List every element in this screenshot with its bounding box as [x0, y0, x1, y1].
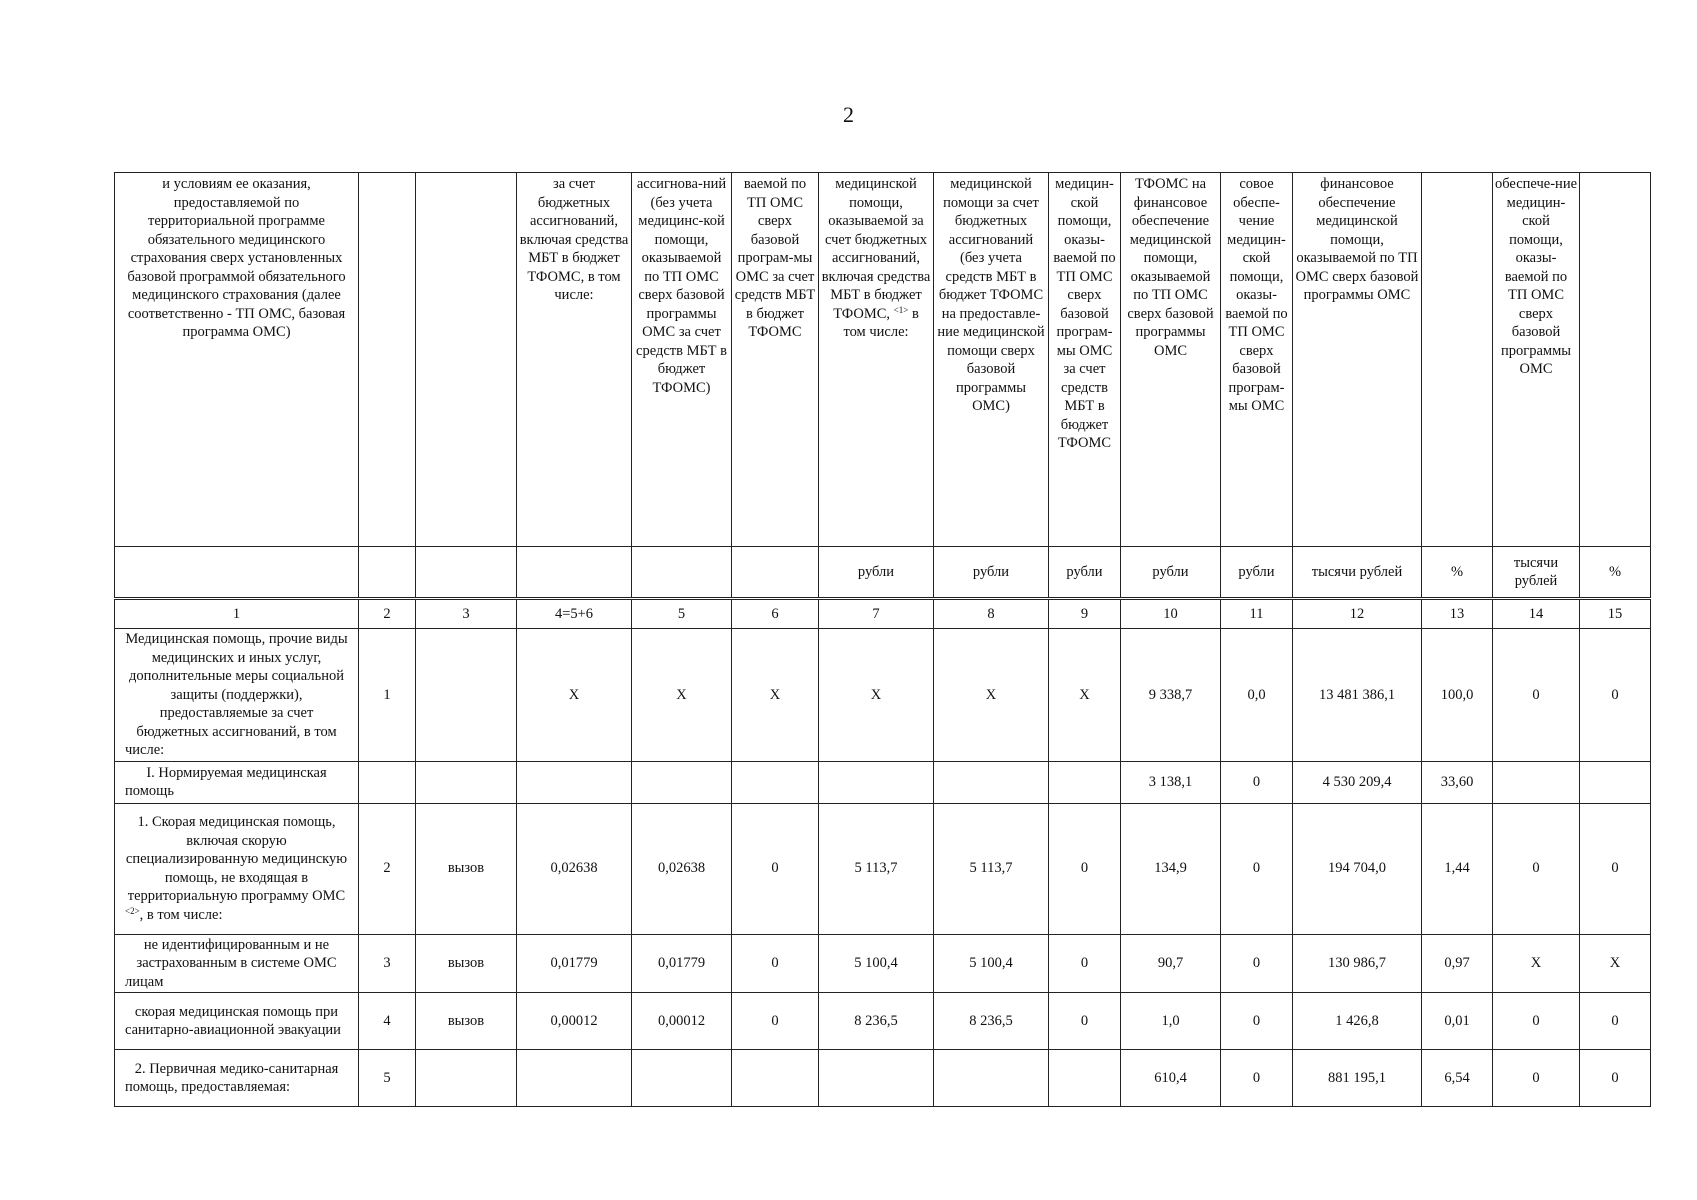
row-cell [1580, 761, 1651, 803]
row-cell: 0 [1493, 993, 1580, 1050]
row-cell: 130 986,7 [1293, 934, 1422, 993]
row-cell [517, 761, 632, 803]
header-row [115, 173, 1651, 547]
row-cell: вызов [416, 993, 517, 1050]
row-cell: X [934, 629, 1049, 762]
row-cell: 8 236,5 [934, 993, 1049, 1050]
row-cell [1493, 761, 1580, 803]
unit-cell [732, 547, 819, 599]
column-number: 9 [1049, 599, 1121, 629]
column-number: 6 [732, 599, 819, 629]
header-cell: ваемой по ТП ОМС сверх базовой програм-мы ОМС за счет средств МБТ в бюджет ТФОМС [732, 173, 819, 547]
header-cell: медицинской помощи за счет бюджетных ассигнований (без учета средств МБТ в бюджет ТФОМС на предоставле-ние медицинской помощи сверх базовой программы ОМС) [934, 173, 1049, 547]
row-cell: 3 [359, 934, 416, 993]
row-cell: 0 [732, 934, 819, 993]
header-cell [1422, 173, 1493, 547]
row-cell: 3 138,1 [1121, 761, 1221, 803]
column-number: 2 [359, 599, 416, 629]
row-cell: 100,0 [1422, 629, 1493, 762]
row-cell: 0 [1493, 629, 1580, 762]
header-cell [1580, 173, 1651, 547]
header-cell: ТФОМС на финансовое обеспечение медицинской помощи, оказываемой по ТП ОМС сверх базовой программы ОМС [1121, 173, 1221, 547]
table-row [115, 761, 1651, 803]
row-cell: 881 195,1 [1293, 1050, 1422, 1107]
row-cell: 1 [359, 629, 416, 762]
row-name-text: 1. Скорая медицинская помощь, включая скорую специализированную медицинскую помощь, не входящая в территориальную программу ОМС [125, 814, 348, 904]
row-cell: 0 [1221, 803, 1293, 934]
column-number: 12 [1293, 599, 1422, 629]
row-name-tail: , в том числе: [139, 906, 223, 923]
row-cell: 1 426,8 [1293, 993, 1422, 1050]
row-cell: 0,02638 [632, 803, 732, 934]
row-cell: 5 100,4 [819, 934, 934, 993]
table-row [115, 934, 1651, 993]
row-cell [1049, 1050, 1121, 1107]
row-cell: 0 [1221, 761, 1293, 803]
row-cell: 4 530 209,4 [1293, 761, 1422, 803]
row-cell [416, 761, 517, 803]
row-cell: 0 [1493, 803, 1580, 934]
row-cell: 194 704,0 [1293, 803, 1422, 934]
column-number: 13 [1422, 599, 1493, 629]
column-number: 3 [416, 599, 517, 629]
unit-cell: % [1422, 547, 1493, 599]
row-name: Медицинская помощь, прочие виды медицинских и иных услуг, дополнительные меры социальной защиты (поддержки), предоставляемые за счет бюджетных ассигнований, в том числе: [115, 629, 359, 762]
row-cell: вызов [416, 934, 517, 993]
unit-cell: рубли [934, 547, 1049, 599]
row-cell: X [1580, 934, 1651, 993]
row-name: скорая медицинская помощь при санитарно-авиационной эвакуации [115, 993, 359, 1050]
table-row [115, 803, 1651, 934]
row-cell: 134,9 [1121, 803, 1221, 934]
column-number: 7 [819, 599, 934, 629]
row-cell [732, 1050, 819, 1107]
row-cell: 0 [1580, 993, 1651, 1050]
page-number: 2 [843, 102, 854, 127]
column-number: 8 [934, 599, 1049, 629]
row-cell: 1,0 [1121, 993, 1221, 1050]
row-cell: X [632, 629, 732, 762]
header-cell: ассигнова-ний (без учета медицинс-кой помощи, оказываемой по ТП ОМС сверх базовой программы ОМС за счет средств МБТ в бюджет ТФОМС) [632, 173, 732, 547]
unit-cell [632, 547, 732, 599]
row-cell: 0,01779 [632, 934, 732, 993]
row-name: I. Нормируемая медицинская помощь [115, 761, 359, 803]
row-name: не идентифицированным и не застрахованным в системе ОМС лицам [115, 934, 359, 993]
row-cell: 1,44 [1422, 803, 1493, 934]
row-cell: 610,4 [1121, 1050, 1221, 1107]
unit-cell [416, 547, 517, 599]
footnote-ref-2: <2> [125, 905, 140, 916]
row-cell [1049, 761, 1121, 803]
row-cell: X [732, 629, 819, 762]
row-cell [934, 1050, 1049, 1107]
row-cell: 0,02638 [517, 803, 632, 934]
row-cell: 0,0 [1221, 629, 1293, 762]
units-row [115, 547, 1651, 599]
row-cell: 5 113,7 [819, 803, 934, 934]
row-cell: 5 113,7 [934, 803, 1049, 934]
row-cell: 9 338,7 [1121, 629, 1221, 762]
column-number: 1 [115, 599, 359, 629]
header-cell [819, 173, 934, 547]
financing-table [114, 172, 1651, 1107]
header-cell: и условиям ее оказания, предоставляемой по территориальной программе обязательного медицинского страхования сверх установленных базовой программой обязательного медицинского страхования (далее соответственно - ТП ОМС, базовая программа ОМС) [115, 173, 359, 547]
row-cell [416, 629, 517, 762]
column-number: 15 [1580, 599, 1651, 629]
row-cell: 33,60 [1422, 761, 1493, 803]
unit-cell [115, 547, 359, 599]
column-number: 5 [632, 599, 732, 629]
row-cell [934, 761, 1049, 803]
row-cell: X [1493, 934, 1580, 993]
table-row [115, 993, 1651, 1050]
row-cell: 0 [1221, 993, 1293, 1050]
row-cell [819, 1050, 934, 1107]
unit-cell: рубли [1221, 547, 1293, 599]
row-cell: 0 [732, 803, 819, 934]
row-cell: 0 [1049, 803, 1121, 934]
row-cell: X [819, 629, 934, 762]
header-cell: финансовое обеспечение медицинской помощи, оказываемой по ТП ОМС сверх базовой программы ОМС [1293, 173, 1422, 547]
row-cell [632, 1050, 732, 1107]
row-cell: 0 [1580, 629, 1651, 762]
column-number: 11 [1221, 599, 1293, 629]
row-cell: 0,97 [1422, 934, 1493, 993]
row-cell: 0 [1049, 934, 1121, 993]
row-cell: 4 [359, 993, 416, 1050]
column-number-row [115, 599, 1651, 629]
header-cell: совое обеспе-чение медицин-ской помощи, оказы-ваемой по ТП ОМС сверх базовой програм-мы ОМС [1221, 173, 1293, 547]
row-cell: 0 [1493, 1050, 1580, 1107]
column-number: 10 [1121, 599, 1221, 629]
row-cell: 0 [732, 993, 819, 1050]
header-text: медицинской помощи, оказываемой за счет бюджетных ассигнований, включая средства МБТ в бюджет ТФОМС, [821, 176, 931, 322]
column-number: 4=5+6 [517, 599, 632, 629]
row-cell [359, 761, 416, 803]
row-name [115, 803, 359, 934]
unit-cell [359, 547, 416, 599]
row-cell: 0 [1049, 993, 1121, 1050]
row-cell [819, 761, 934, 803]
row-cell: 0 [1221, 934, 1293, 993]
row-cell: 5 [359, 1050, 416, 1107]
unit-cell: рубли [1049, 547, 1121, 599]
row-cell: 90,7 [1121, 934, 1221, 993]
column-number: 14 [1493, 599, 1580, 629]
row-cell: 8 236,5 [819, 993, 934, 1050]
row-cell [732, 761, 819, 803]
row-cell: X [517, 629, 632, 762]
unit-cell: рубли [1121, 547, 1221, 599]
table-row [115, 1050, 1651, 1107]
header-cell [416, 173, 517, 547]
row-cell: 0,00012 [517, 993, 632, 1050]
unit-cell: % [1580, 547, 1651, 599]
row-name: 2. Первичная медико-санитарная помощь, предоставляемая: [115, 1050, 359, 1107]
row-cell: 2 [359, 803, 416, 934]
header-cell [359, 173, 416, 547]
unit-cell: тысячи рублей [1293, 547, 1422, 599]
header-text-tail: в том числе: [843, 305, 919, 340]
row-cell: 0 [1221, 1050, 1293, 1107]
footnote-ref-1: <1> [893, 304, 909, 315]
unit-cell: рубли [819, 547, 934, 599]
row-cell: 0,01779 [517, 934, 632, 993]
row-cell: 0 [1580, 1050, 1651, 1107]
unit-cell: тысячи рублей [1493, 547, 1580, 599]
row-cell: вызов [416, 803, 517, 934]
row-cell: 5 100,4 [934, 934, 1049, 993]
row-cell: 0,01 [1422, 993, 1493, 1050]
table-row [115, 629, 1651, 762]
row-cell [416, 1050, 517, 1107]
header-cell: медицин-ской помощи, оказы-ваемой по ТП ОМС сверх базовой програм-мы ОМС за счет средств МБТ в бюджет ТФОМС [1049, 173, 1121, 547]
row-cell [632, 761, 732, 803]
unit-cell [517, 547, 632, 599]
row-cell: 13 481 386,1 [1293, 629, 1422, 762]
header-cell: обеспече-ние медицин-ской помощи, оказы-ваемой по ТП ОМС сверх базовой программы ОМС [1493, 173, 1580, 547]
row-cell: X [1049, 629, 1121, 762]
header-cell: за счет бюджетных ассигнований, включая средства МБТ в бюджет ТФОМС, в том числе: [517, 173, 632, 547]
row-cell: 0,00012 [632, 993, 732, 1050]
row-cell: 0 [1580, 803, 1651, 934]
row-cell: 6,54 [1422, 1050, 1493, 1107]
row-cell [517, 1050, 632, 1107]
